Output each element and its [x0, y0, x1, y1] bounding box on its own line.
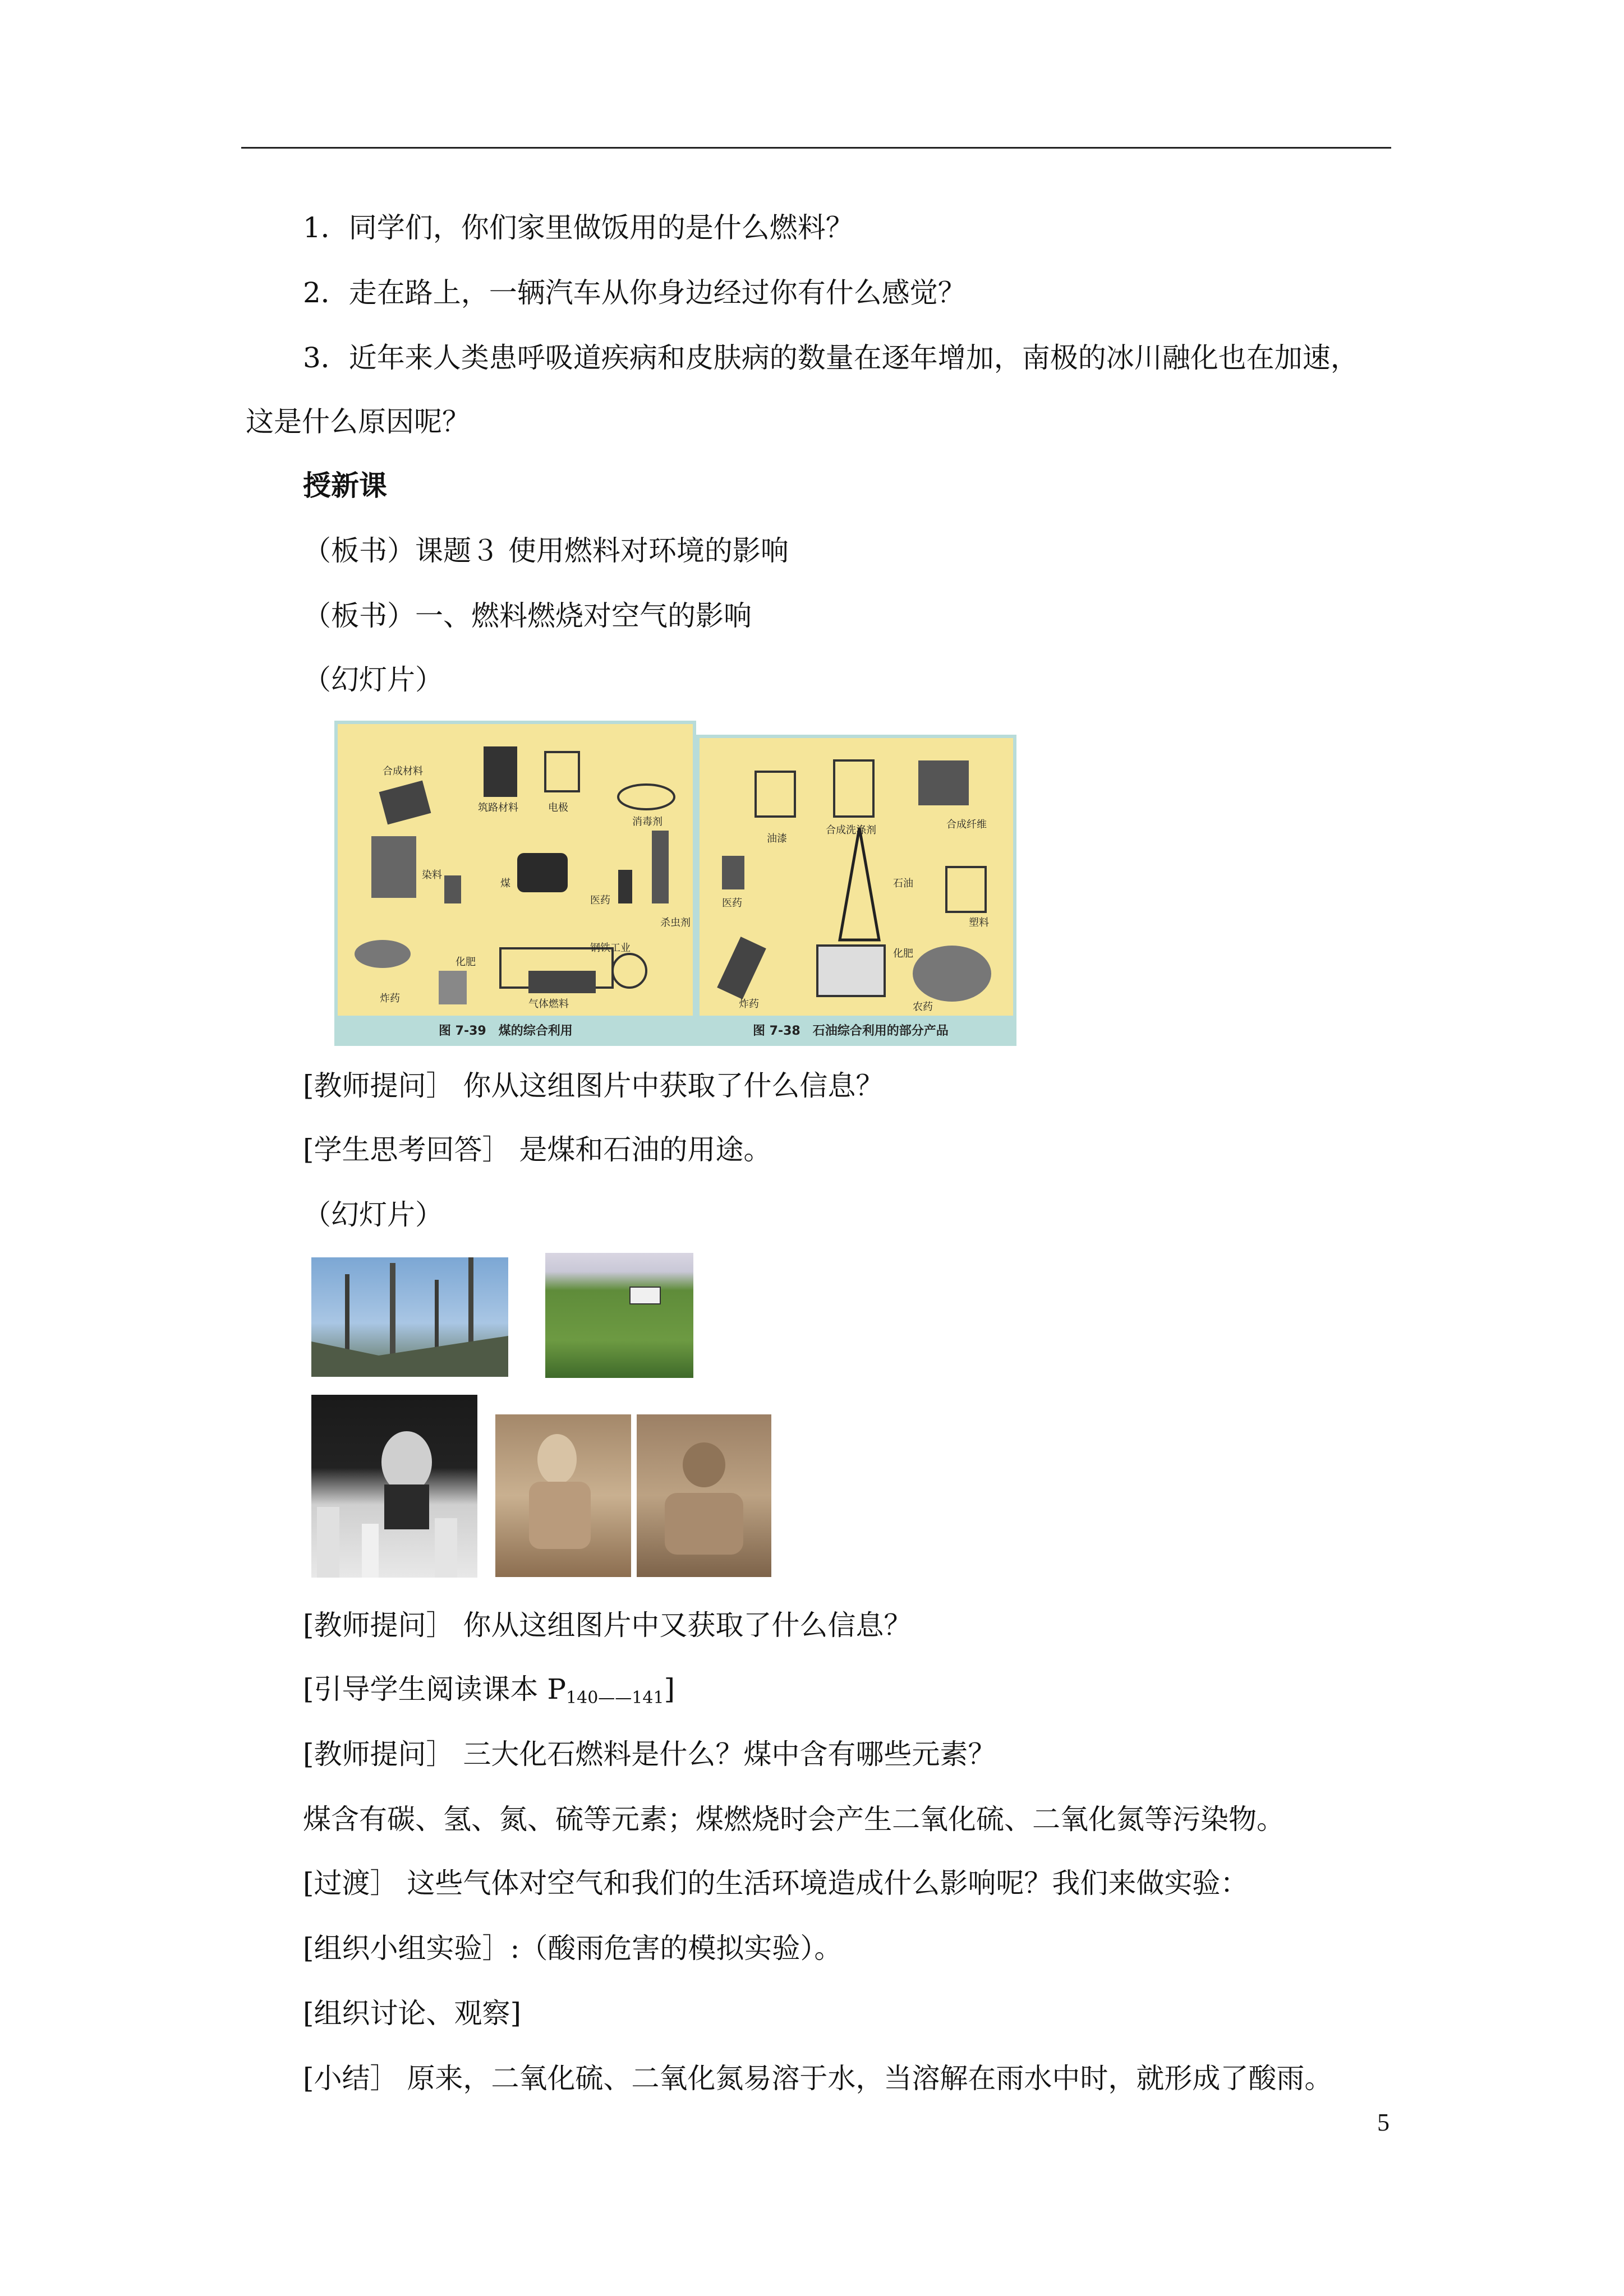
coal-label: 合成材料 [383, 766, 423, 777]
eroded-balustrade-photo [311, 1395, 477, 1578]
coal-label: 杀虫剂 [660, 917, 691, 929]
petroleum-figure-caption: 图 7-38 石油综合利用的部分产品 [753, 1024, 949, 1038]
group-experiment-text: [组织小组实验］:（酸雨危害的模拟实验）。 [303, 1932, 843, 1965]
dead-forest-photo [311, 1257, 508, 1377]
reading-guide-text: [引导学生阅读课本 P [303, 1673, 567, 1705]
coal-label: 染料 [422, 869, 442, 881]
coal-label: 电极 [548, 802, 568, 814]
coal-label: 煤 [500, 878, 510, 889]
board-note-2: （板书）一、燃料燃烧对空气的影响 [303, 600, 752, 632]
coal-label: 炸药 [380, 993, 400, 1004]
reading-guide [303, 1672, 675, 1715]
petroleum-label: 农药 [913, 1001, 933, 1013]
question-3-line-2: 这是什么原因呢？ [246, 405, 470, 438]
petroleum-label: 油漆 [767, 833, 787, 845]
petroleum-label: 化肥 [893, 948, 913, 960]
coal-label: 钢铁工业 [590, 942, 631, 954]
petroleum-label: 合成纤维 [946, 819, 987, 831]
coal-figure-caption: 图 7-39 煤的综合利用 [439, 1024, 573, 1038]
page-range: 140——141 [566, 1688, 664, 1708]
student-answer-1: [学生思考回答］ 是煤和石油的用途。 [303, 1133, 772, 1166]
question-3-line-1: 3．近年来人类患呼吸道疾病和皮肤病的数量在逐年增加，南极的冰川融化也在加速， [303, 342, 1359, 374]
board-note-1: （板书）课题３ 使用燃料对环境的影响 [303, 534, 789, 567]
reading-guide-end: ] [664, 1673, 675, 1705]
petroleum-label: 石油 [893, 878, 913, 889]
statue-before-photo [495, 1414, 631, 1577]
slide-label-2: （幻灯片） [303, 1198, 443, 1231]
header-rule [241, 147, 1391, 149]
coal-label: 气体燃料 [528, 998, 569, 1010]
coal-label: 消毒剂 [632, 816, 663, 828]
teacher-question-1: [教师提问］ 你从这组图片中获取了什么信息？ [303, 1069, 884, 1102]
petroleum-label: 炸药 [739, 998, 759, 1010]
damaged-crops-photo [545, 1253, 693, 1378]
question-2: 2．走在路上，一辆汽车从你身边经过你有什么感觉？ [303, 276, 966, 309]
coal-elements-text: 煤含有碳、氢、氮、硫等元素；煤燃烧时会产生二氧化硫、二氧化氮等污染物。 [303, 1803, 1285, 1836]
coal-uses-figure [334, 721, 696, 1046]
slide-label-1: （幻灯片） [303, 663, 443, 696]
teacher-question-2: [教师提问］ 你从这组图片中又获取了什么信息？ [303, 1609, 912, 1642]
teacher-question-3: [教师提问］ 三大化石燃料是什么？煤中含有哪些元素？ [303, 1738, 996, 1771]
statue-after-photo [637, 1414, 771, 1577]
field-sign [629, 1287, 661, 1304]
question-1: 1．同学们，你们家里做饭用的是什么燃料？ [303, 211, 854, 244]
petroleum-uses-figure [696, 735, 1016, 1046]
coal-label: 医药 [590, 895, 610, 906]
section-heading: 授新课 [303, 469, 387, 502]
summary-text: [小结］ 原来，二氧化硫、二氧化氮易溶于水，当溶解在雨水中时，就形成了酸雨。 [303, 2062, 1333, 2095]
petroleum-label: 医药 [722, 897, 742, 909]
coal-label: 筑路材料 [478, 802, 518, 814]
petroleum-label: 塑料 [969, 917, 989, 929]
transition-text: [过渡］ 这些气体对空气和我们的生活环境造成什么影响呢？我们来做实验： [303, 1867, 1249, 1899]
page-number: 5 [1377, 2109, 1390, 2136]
coal-label: 化肥 [456, 956, 476, 968]
discussion-text: [组织讨论、观察] [303, 1997, 522, 2030]
petroleum-label: 合成洗涤剂 [826, 824, 876, 836]
